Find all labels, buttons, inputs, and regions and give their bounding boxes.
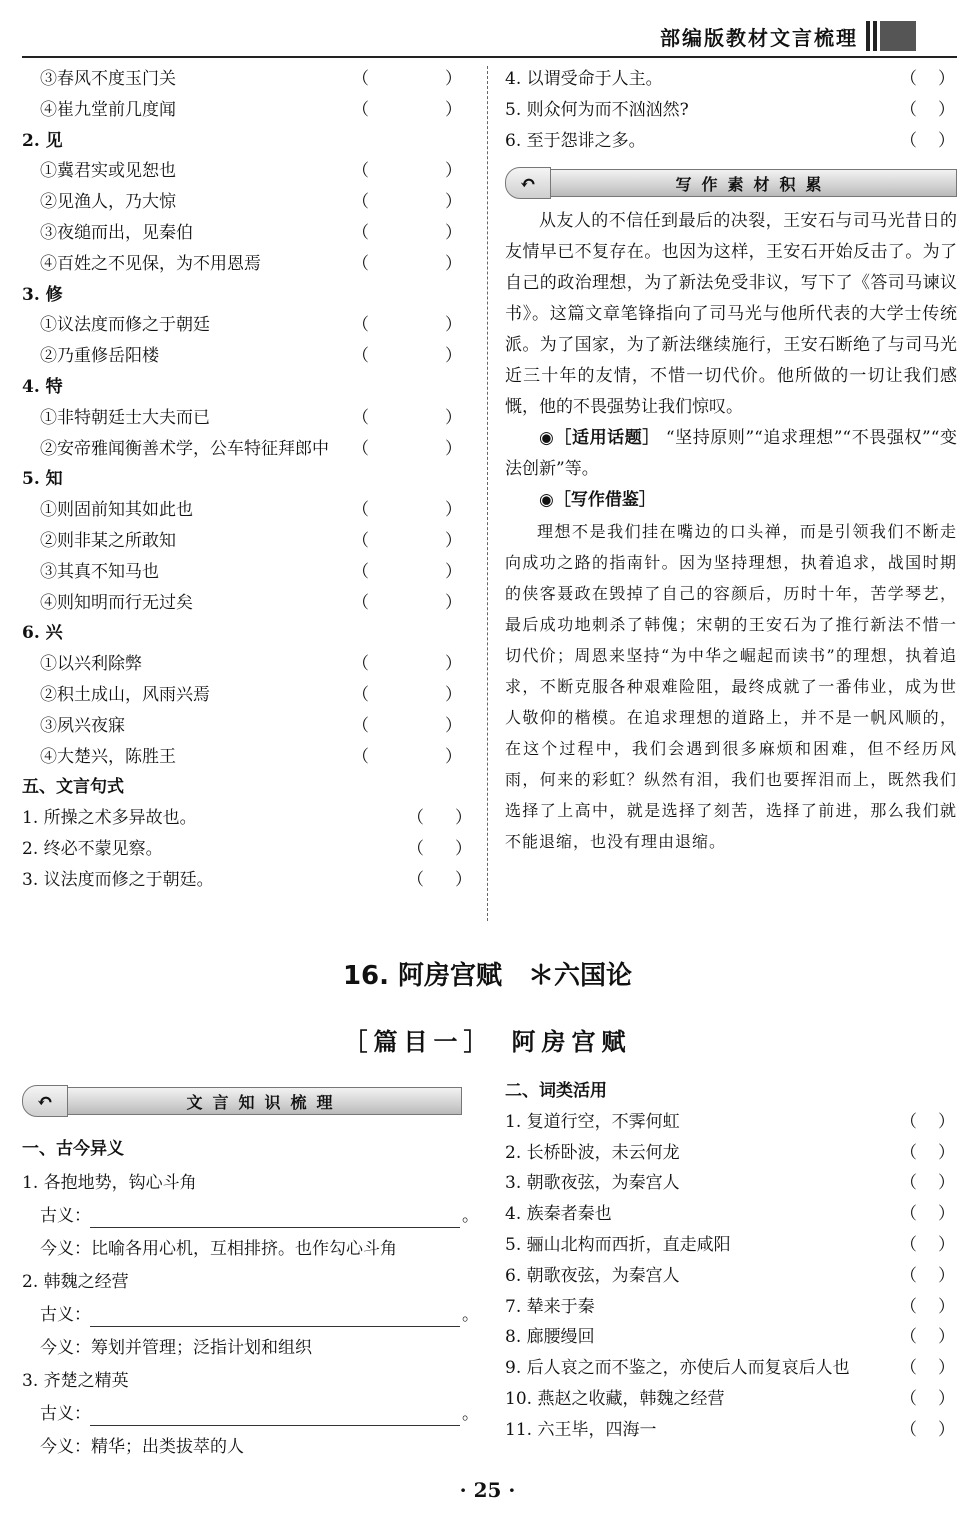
open-paren: （ xyxy=(900,69,917,89)
ancient-meaning-line xyxy=(22,1201,482,1234)
item-text: 4. 族秦者秦也 xyxy=(505,1204,612,1225)
item-text: 今义：比喻各用心机，互相排挤。也作勾心斗角 xyxy=(40,1239,397,1259)
answer-blank[interactable] xyxy=(900,1230,955,1261)
ancient-meaning-line xyxy=(22,1399,482,1432)
word-usage-item xyxy=(505,1384,960,1415)
answer-blank[interactable] xyxy=(352,434,462,465)
item-text: 5. 骊山北构而西折，直走咸阳 xyxy=(505,1234,731,1255)
answer-blank[interactable] xyxy=(900,1322,955,1353)
close-paren: ） xyxy=(445,192,462,213)
example-item xyxy=(22,64,482,95)
close-paren: ） xyxy=(445,684,462,705)
header-title: 部编版教材文言梳理 xyxy=(660,25,858,50)
item-text: 2. 终必不蒙见察。 xyxy=(22,838,163,859)
close-paren: ） xyxy=(445,407,462,428)
open-paren: （ xyxy=(900,1296,917,1317)
close-paren: ） xyxy=(445,438,462,459)
answer-blank[interactable] xyxy=(352,742,462,773)
answer-blank[interactable] xyxy=(352,588,462,619)
open-paren: （ xyxy=(352,561,369,582)
period-mark: 。 xyxy=(462,1305,479,1325)
ancient-meaning-label: 古义： xyxy=(40,1305,91,1325)
example-item xyxy=(22,526,482,557)
close-paren: ） xyxy=(938,1111,955,1132)
banner-label: 写作素材积累 xyxy=(551,169,957,197)
open-paren: （ xyxy=(900,1388,917,1409)
open-paren: （ xyxy=(407,838,424,859)
term-heading xyxy=(22,1168,482,1201)
item-text: ④大楚兴，陈胜王 xyxy=(40,746,176,767)
word-usage-item xyxy=(505,1107,960,1138)
open-paren: （ xyxy=(407,869,424,890)
header-rule xyxy=(22,56,957,58)
open-paren: （ xyxy=(352,592,369,613)
answer-blank[interactable] xyxy=(900,126,955,157)
item-text: ①冀君实或见恕也 xyxy=(40,161,176,182)
item-text: 3. 修 xyxy=(22,284,63,305)
reference-label: ◉［写作借鉴］ xyxy=(539,490,656,510)
item-text: 6. 兴 xyxy=(22,623,63,644)
example-item xyxy=(22,711,482,742)
item-text: 5. 则众何为而不汹汹然? xyxy=(505,99,689,120)
open-paren: （ xyxy=(900,1234,917,1255)
item-text: 3. 议法度而修之于朝廷。 xyxy=(22,869,214,890)
sentence-item xyxy=(505,64,960,95)
open-paren: （ xyxy=(900,1358,917,1379)
item-text: 5. 知 xyxy=(22,469,63,490)
period-mark: 。 xyxy=(462,1206,479,1226)
running-header xyxy=(660,18,960,54)
open-paren: （ xyxy=(900,1204,917,1225)
word-heading xyxy=(22,464,482,495)
item-text: 今义：筹划并管理；泛指计划和组织 xyxy=(40,1338,312,1358)
open-paren: （ xyxy=(352,253,369,274)
close-paren: ） xyxy=(938,1358,955,1379)
item-text: ②见渔人，乃大惊 xyxy=(40,192,176,213)
close-paren: ） xyxy=(455,869,472,890)
answer-blank[interactable] xyxy=(352,403,462,434)
example-item xyxy=(22,218,482,249)
answer-blank[interactable] xyxy=(352,64,462,95)
example-item xyxy=(22,156,482,187)
sentence-item xyxy=(22,865,482,896)
word-usage-item xyxy=(505,1322,960,1353)
open-paren: （ xyxy=(900,99,917,120)
open-paren: （ xyxy=(352,500,369,521)
modern-meaning-line xyxy=(22,1432,482,1465)
item-text: 2. 见 xyxy=(22,130,63,151)
word-usage-item xyxy=(505,1138,960,1169)
answer-blank[interactable] xyxy=(900,95,955,126)
answer-blank[interactable] xyxy=(352,187,462,218)
answer-blank[interactable] xyxy=(352,310,462,341)
item-text: ③春风不度玉门关 xyxy=(40,69,176,89)
close-paren: ） xyxy=(938,130,955,151)
close-paren: ） xyxy=(455,838,472,859)
word-heading xyxy=(22,618,482,649)
close-paren: ） xyxy=(455,808,472,829)
header-decoration xyxy=(866,21,919,51)
open-paren: （ xyxy=(352,161,369,182)
term-heading xyxy=(22,1267,482,1300)
section-title: 二、词类活用 xyxy=(505,1081,607,1101)
item-text: ①非特朝廷士大夫而已 xyxy=(40,407,210,428)
word-heading xyxy=(22,280,482,311)
example-item xyxy=(22,742,482,773)
close-paren: ） xyxy=(445,654,462,675)
item-text: ②积土成山，风雨兴焉 xyxy=(40,684,210,705)
answer-blank[interactable] xyxy=(900,1107,955,1138)
open-paren: （ xyxy=(352,346,369,367)
open-paren: （ xyxy=(900,130,917,151)
topic-text: “坚持原则”“追求理想”“不畏强权”“变法创新”等。 xyxy=(505,428,957,479)
word-usage-item xyxy=(505,1168,960,1199)
close-paren: ） xyxy=(445,346,462,367)
item-text: 6. 朝歌夜弦，为秦宫人 xyxy=(505,1265,680,1286)
answer-blank[interactable] xyxy=(407,865,472,896)
writing-material-banner xyxy=(505,168,957,198)
topic-line xyxy=(505,423,957,485)
answer-blank[interactable] xyxy=(900,1261,955,1292)
open-paren: （ xyxy=(900,1111,917,1132)
example-item xyxy=(22,557,482,588)
open-paren: （ xyxy=(407,808,424,829)
example-item xyxy=(22,649,482,680)
fill-in-blank[interactable] xyxy=(90,1209,460,1228)
answer-blank[interactable] xyxy=(352,680,462,711)
close-paren: ） xyxy=(445,746,462,767)
material-paragraph: 从友人的不信任到最后的决裂，王安石与司马光昔日的友情早已不复存在。也因为这样，王安石开始反击了。为了自己的政治理想，为了新法免受非议，写下了《答司马谏议书》。这篇文章笔锋指向了司马光与他所代表的大学士传统派。为了国家，为了新法继续施行，王安石断绝了与司马光近三十年的友情，不惜一切代价。他所做的一切让我们感慨，他的不畏强势让我们惊叹。 xyxy=(505,211,957,417)
open-paren: （ xyxy=(352,69,369,89)
open-paren: （ xyxy=(900,1173,917,1194)
answer-blank[interactable] xyxy=(900,1138,955,1169)
answer-blank[interactable] xyxy=(900,1168,955,1199)
close-paren: ） xyxy=(938,1204,955,1225)
close-paren: ） xyxy=(445,715,462,736)
close-paren: ） xyxy=(445,561,462,582)
item-text: 2. 韩魏之经营 xyxy=(22,1272,129,1292)
answer-blank[interactable] xyxy=(900,1415,955,1446)
close-paren: ） xyxy=(938,1327,955,1348)
word-usage-item xyxy=(505,1353,960,1384)
period-mark: 。 xyxy=(462,1404,479,1424)
item-text: 6. 至于怨诽之多。 xyxy=(505,130,646,151)
word-heading xyxy=(22,372,482,403)
example-item xyxy=(22,310,482,341)
left-top-column xyxy=(22,64,482,896)
item-text: ③夙兴夜寐 xyxy=(40,715,125,736)
close-paren: ） xyxy=(938,1142,955,1163)
word-usage-item xyxy=(505,1230,960,1261)
answer-blank[interactable] xyxy=(900,1353,955,1384)
item-text: ③其真不知马也 xyxy=(40,561,159,582)
section-title: 五、文言句式 xyxy=(22,777,124,798)
item-text: 3. 朝歌夜弦，为秦宫人 xyxy=(505,1173,680,1194)
item-text: 1. 复道行空，不霁何虹 xyxy=(505,1111,680,1132)
answer-blank[interactable] xyxy=(900,64,955,95)
close-paren: ） xyxy=(938,1173,955,1194)
close-paren: ） xyxy=(445,222,462,243)
item-text: 1. 所操之术多异故也。 xyxy=(22,808,197,829)
arrow-icon: ↶ xyxy=(505,167,551,199)
item-text: 4. 以谓受命于人主。 xyxy=(505,69,663,89)
writing-material-text xyxy=(505,206,957,857)
item-text: 3. 齐楚之精英 xyxy=(22,1371,129,1391)
close-paren: ） xyxy=(445,161,462,182)
word-usage-item xyxy=(505,1292,960,1323)
open-paren: （ xyxy=(352,315,369,336)
item-text: 2. 长桥卧波，未云何龙 xyxy=(505,1142,680,1163)
answer-blank[interactable] xyxy=(352,341,462,372)
open-paren: （ xyxy=(352,407,369,428)
example-item xyxy=(22,588,482,619)
open-paren: （ xyxy=(900,1419,917,1440)
ancient-meaning-line xyxy=(22,1300,482,1333)
item-text: ④崔九堂前几度闻 xyxy=(40,99,176,120)
item-text: ①以兴利除弊 xyxy=(40,654,142,675)
open-paren: （ xyxy=(900,1265,917,1286)
answer-blank[interactable] xyxy=(900,1292,955,1323)
example-item xyxy=(22,680,482,711)
word-usage-item xyxy=(505,1415,960,1446)
column-divider xyxy=(487,66,488,921)
fill-in-blank[interactable] xyxy=(90,1407,460,1426)
modern-meaning-line xyxy=(22,1234,482,1267)
answer-blank[interactable] xyxy=(352,95,462,126)
item-text: 10. 燕赵之收藏，韩魏之经营 xyxy=(505,1388,725,1409)
item-text: 9. 后人哀之而不鉴之，亦使后人而复哀后人也 xyxy=(505,1358,850,1379)
left-bottom-column xyxy=(22,1134,482,1465)
item-text: ②安帝雅闻衡善术学，公车特征拜郎中 xyxy=(40,438,329,459)
answer-blank[interactable] xyxy=(352,249,462,280)
answer-blank[interactable] xyxy=(352,526,462,557)
answer-blank[interactable] xyxy=(352,495,462,526)
open-paren: （ xyxy=(352,746,369,767)
close-paren: ） xyxy=(445,530,462,551)
close-paren: ） xyxy=(938,1265,955,1286)
close-paren: ） xyxy=(445,253,462,274)
sentence-item xyxy=(505,126,960,157)
right-bottom-column xyxy=(505,1076,960,1446)
close-paren: ） xyxy=(938,1296,955,1317)
open-paren: （ xyxy=(900,1327,917,1348)
banner-label: 文言知识梳理 xyxy=(68,1087,462,1115)
topic-label: ◉［适用话题］ xyxy=(539,428,660,448)
close-paren: ） xyxy=(938,99,955,120)
example-item xyxy=(22,403,482,434)
sentence-item xyxy=(505,95,960,126)
answer-blank[interactable] xyxy=(352,218,462,249)
example-item xyxy=(22,95,482,126)
answer-blank[interactable] xyxy=(407,803,472,834)
answer-blank[interactable] xyxy=(900,1384,955,1415)
item-text: ④百姓之不见保，为不用恩焉 xyxy=(40,253,261,274)
open-paren: （ xyxy=(352,192,369,213)
open-paren: （ xyxy=(352,530,369,551)
answer-blank[interactable] xyxy=(900,1199,955,1230)
item-text: ③夜缒而出，见秦伯 xyxy=(40,222,193,243)
close-paren: ） xyxy=(938,1234,955,1255)
example-item xyxy=(22,187,482,218)
close-paren: ） xyxy=(445,592,462,613)
open-paren: （ xyxy=(352,438,369,459)
page-number: · 25 · xyxy=(459,1478,516,1502)
item-text: ②乃重修岳阳楼 xyxy=(40,346,159,367)
close-paren: ） xyxy=(938,69,955,89)
item-text: ②则非某之所敢知 xyxy=(40,530,176,551)
sentence-item xyxy=(22,834,482,865)
item-text: ①议法度而修之于朝廷 xyxy=(40,315,210,336)
open-paren: （ xyxy=(352,654,369,675)
section-title: 一、古今异义 xyxy=(22,1139,124,1159)
example-item xyxy=(22,341,482,372)
close-paren: ） xyxy=(445,69,462,89)
fill-in-blank[interactable] xyxy=(90,1308,460,1327)
answer-blank[interactable] xyxy=(352,649,462,680)
answer-blank[interactable] xyxy=(352,557,462,588)
reference-paragraph: 理想不是我们挂在嘴边的口头禅，而是引领我们不断走向成功之路的指南针。因为坚持理想，执着追求，战国时期的侠客聂政在毁掉了自己的容颜后，历时十年，苦学琴艺，最后成功地刺杀了韩傀；宋朝的王安石为了推行新法不惜一切代价；周恩来坚持“为中华之崛起而读书”的理想，执着追求，不断克服各种艰难险阻，最终成就了一番伟业，成为世人敬仰的楷模。在追求理想的道路上，并不是一帆风顺的，在这个过程中，我们会遇到很多麻烦和困难，但不经历风雨，何来的彩虹？纵然有泪，我们也要挥泪而上，既然我们选择了上高中，就是选择了刻苦，选择了前进，那么我们就不能退缩，也没有理由退缩。 xyxy=(505,522,957,851)
open-paren: （ xyxy=(352,715,369,736)
close-paren: ） xyxy=(938,1388,955,1409)
item-text: ④则知明而行无过矣 xyxy=(40,592,193,613)
open-paren: （ xyxy=(352,684,369,705)
open-paren: （ xyxy=(900,1142,917,1163)
item-text: 11. 六王毕，四海一 xyxy=(505,1419,657,1440)
arrow-icon: ↶ xyxy=(22,1085,68,1117)
item-text: ①则固前知其如此也 xyxy=(40,500,193,521)
right-top-list xyxy=(505,64,960,156)
reference-line xyxy=(505,485,957,516)
open-paren: （ xyxy=(352,99,369,120)
modern-meaning-line xyxy=(22,1333,482,1366)
example-item xyxy=(22,495,482,526)
item-text: 7. 辇来于秦 xyxy=(505,1296,595,1317)
word-heading xyxy=(22,126,482,157)
answer-blank[interactable] xyxy=(407,834,472,865)
knowledge-banner xyxy=(22,1086,462,1116)
ancient-meaning-label: 古义： xyxy=(40,1206,91,1226)
answer-blank[interactable] xyxy=(352,156,462,187)
example-item xyxy=(22,249,482,280)
example-item xyxy=(22,434,482,465)
ancient-meaning-label: 古义： xyxy=(40,1404,91,1424)
answer-blank[interactable] xyxy=(352,711,462,742)
word-usage-item xyxy=(505,1199,960,1230)
close-paren: ） xyxy=(445,99,462,120)
close-paren: ） xyxy=(938,1419,955,1440)
close-paren: ） xyxy=(445,500,462,521)
item-text: 4. 特 xyxy=(22,376,63,397)
item-text: 1. 各抱地势，钩心斗角 xyxy=(22,1173,197,1193)
lesson-subtitle: ［篇目一］ 阿房宫赋 xyxy=(343,1028,632,1056)
close-paren: ） xyxy=(445,315,462,336)
word-usage-item xyxy=(505,1261,960,1292)
open-paren: （ xyxy=(352,222,369,243)
sentence-item xyxy=(22,803,482,834)
item-text: 8. 廊腰缦回 xyxy=(505,1327,595,1348)
term-heading xyxy=(22,1366,482,1399)
lesson-title: 16. 阿房宫赋 ＊六国论 xyxy=(342,961,633,991)
item-text: 今义：精华；出类拔萃的人 xyxy=(40,1437,244,1457)
